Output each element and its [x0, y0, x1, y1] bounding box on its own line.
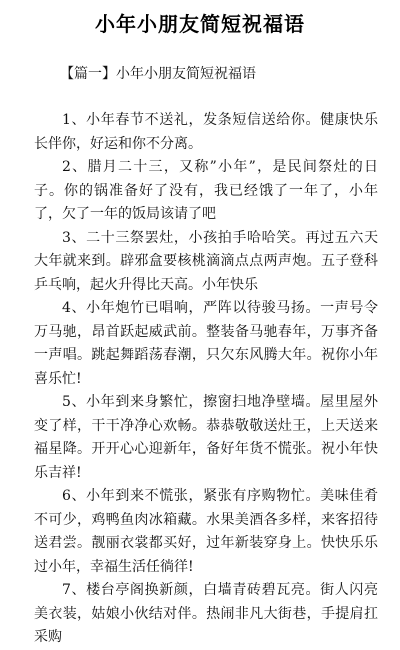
paragraph: 5、小年到来身繁忙，擦窗扫地净壁墙。屋里屋外变了样，干干净净心欢畅。恭恭敬敬送灶王，上天送来福星降。开开心心迎新年，备好年货不慌张。祝小年快乐吉祥! [34, 394, 378, 481]
paragraph: 4、小年炮竹已唱响，严阵以待骏马扬。一声号令万马驰，昂首跃起威武前。整装备马驰春年，万事齐备一声唱。跳起舞蹈荡春潮，只欠东风腾大年。祝你小年喜乐忙! [34, 300, 378, 387]
article-body [34, 109, 378, 650]
paragraph: 7、楼台亭阁换新颜，白墙青砖碧瓦亮。街人闪亮美衣装，姑娘小伙结对伴。热闹非凡大街巷，手提肩扛采购 [34, 582, 378, 645]
paragraph: 1、小年春节不送礼，发条短信送给你。健康快乐长伴你，好运和你不分离。 [34, 112, 378, 152]
paragraph: 3、二十三祭罢灶，小孩拍手哈哈笑。再过五六天大年就来到。辟邪盒要核桃滴滴点点两声炮。五子登科乒乓响，起火升得比天高。小年快乐 [34, 229, 378, 293]
paragraph: 6、小年到来不慌张，紧张有序购物忙。美味佳肴不可少，鸡鸭鱼肉冰箱藏。水果美酒各多样，来客招待送君尝。靓丽衣裳都买好，过年新装穿身上。快快乐乐过小年，幸福生活任徜徉! [34, 488, 378, 575]
section-heading: 【篇一】小年小朋友简短祝福语 [60, 66, 256, 82]
paragraph: 2、腊月二十三，又称”小年”，是民间祭灶的日子。你的锅准备好了没有，我已经饿了一年了，小年了，欠了一年的饭局该请了吧 [34, 159, 378, 222]
page-title: 小年小朋友简短祝福语 [95, 12, 305, 36]
